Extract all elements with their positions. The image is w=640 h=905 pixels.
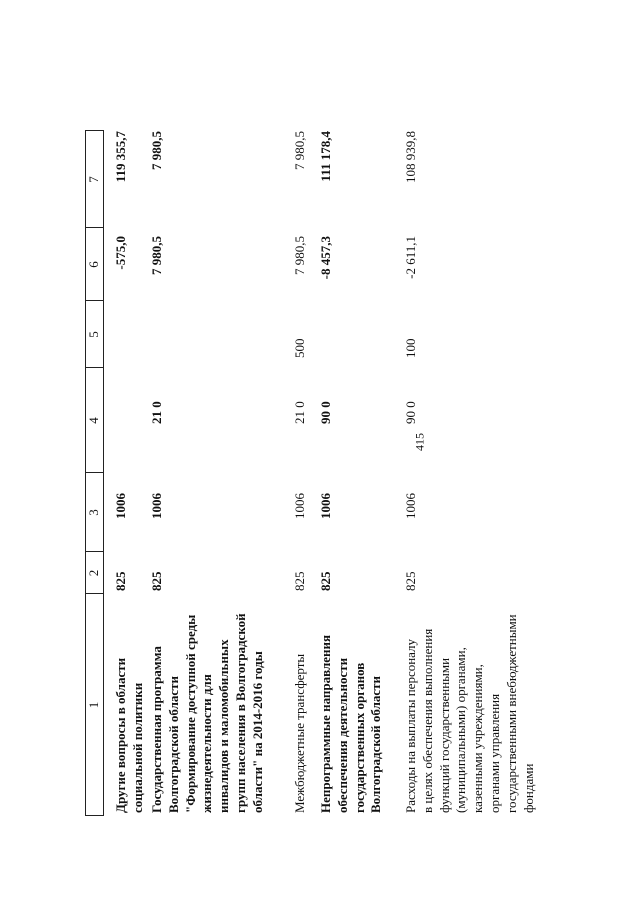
budget-table bbox=[85, 130, 585, 816]
row-5-col-3: 1006 bbox=[403, 493, 418, 519]
row-5-name-line: органами управления bbox=[486, 693, 502, 813]
row-4-col-4: 90 0 bbox=[318, 401, 333, 424]
row-2-name bbox=[149, 598, 267, 813]
row-4-name-line: государственных органов bbox=[351, 662, 367, 813]
row-4-col-3: 1006 bbox=[318, 493, 333, 519]
row-5-name-line: фондами bbox=[520, 763, 536, 813]
row-3-name bbox=[292, 598, 309, 813]
row-1-col-3: 1006 bbox=[113, 493, 128, 519]
row-2-name-line: жизнедеятельности для bbox=[199, 674, 215, 813]
row-4-col-7: 111 178,4 bbox=[318, 131, 333, 182]
row-3-col-5: 500 bbox=[292, 338, 307, 358]
row-2-col-3: 1006 bbox=[149, 493, 164, 519]
row-1-name-line: социальной политики bbox=[129, 682, 145, 813]
row-5-col-6: -2 611,1 bbox=[403, 236, 418, 279]
header-col-1: 1 bbox=[86, 701, 101, 709]
row-2-name-line: инвалидов и маломобильных bbox=[216, 639, 232, 813]
row-4-col-2: 825 bbox=[318, 571, 333, 591]
row-5-col-4: 90 0 bbox=[403, 401, 418, 424]
row-5-col-5: 100 bbox=[403, 338, 418, 358]
row-1-name-line: Другие вопросы в области bbox=[113, 657, 128, 813]
row-2-name-line: Волгоградской области bbox=[165, 675, 181, 813]
row-3-col-7: 7 980,5 bbox=[292, 131, 307, 170]
row-4-name-line: обеспечения деятельности bbox=[334, 657, 350, 813]
row-5-name-line: Расходы на выплаты персоналу bbox=[403, 638, 418, 813]
row-2-name-line: групп населения в Волгоградской bbox=[232, 613, 248, 813]
row-2-name-line: Государственная программа bbox=[149, 646, 164, 813]
row-2-col-7: 7 980,5 bbox=[149, 131, 164, 170]
row-3-col-3: 1006 bbox=[292, 493, 307, 519]
row-4-col-6: -8 457,3 bbox=[318, 236, 333, 280]
row-4-name-line: Непрограммные направления bbox=[318, 634, 333, 813]
row-3-name-line: Межбюджетные трансферты bbox=[292, 653, 307, 813]
header-col-5: 5 bbox=[86, 331, 101, 338]
row-1-name bbox=[113, 598, 147, 813]
row-2-col-4: 21 0 bbox=[149, 401, 164, 424]
row-5-col-2: 825 bbox=[403, 571, 418, 591]
row-5-name bbox=[403, 598, 537, 813]
page-number: 415 bbox=[412, 433, 427, 451]
row-2-col-2: 825 bbox=[149, 571, 164, 591]
row-3-col-4: 21 0 bbox=[292, 401, 307, 424]
row-5-name-line: государственными внебюджетными bbox=[503, 614, 519, 813]
row-5-name-line: (муниципальными) органами, bbox=[453, 647, 469, 813]
row-4-name bbox=[318, 598, 385, 813]
row-2-name-line: "Формирование доступной среды bbox=[182, 614, 198, 813]
header-col-7: 7 bbox=[86, 176, 101, 183]
row-2-name-line: области" на 2014-2016 годы bbox=[249, 651, 265, 813]
row-5-col-7: 108 939,8 bbox=[403, 131, 418, 183]
row-5-name-line: функций государственными bbox=[436, 657, 452, 813]
header-col-4: 4 bbox=[86, 417, 101, 424]
row-1-col-7: 119 355,7 bbox=[113, 131, 128, 183]
header-col-2: 2 bbox=[86, 569, 101, 577]
header-col-6: 6 bbox=[86, 261, 101, 268]
table-top-border bbox=[85, 130, 86, 816]
row-1-col-6: -575,0 bbox=[113, 236, 128, 270]
row-2-col-6: 7 980,5 bbox=[149, 236, 164, 275]
row-5-name-line: в целях обеспечения выполнения bbox=[419, 628, 435, 813]
row-1-col-2: 825 bbox=[113, 571, 128, 591]
row-3-col-6: 7 980,5 bbox=[292, 236, 307, 275]
row-5-name-line: казенными учреждениями, bbox=[470, 664, 486, 813]
row-4-name-line: Волгоградской области bbox=[368, 675, 384, 813]
header-col-3: 3 bbox=[86, 509, 101, 516]
header-bottom-border bbox=[103, 130, 104, 816]
row-3-col-2: 825 bbox=[292, 571, 307, 591]
